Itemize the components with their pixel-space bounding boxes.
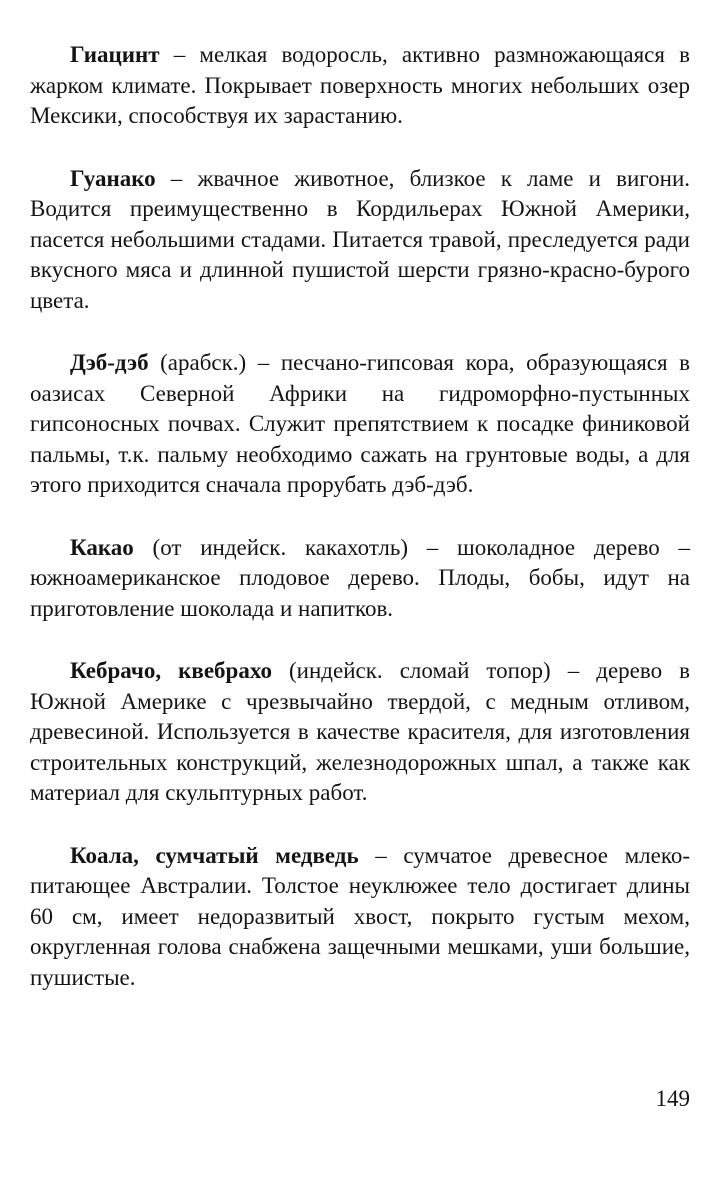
page-number: 149 bbox=[655, 1086, 690, 1111]
entry-term: Гуанако bbox=[70, 165, 156, 191]
page-body bbox=[30, 40, 690, 1025]
entry-term: Какао bbox=[70, 534, 134, 560]
entry-definition: – сумчатое древесное млекопитающее Австралии. Толстое неуклюжее тело достигает длины 60 см, имеет недоразвитый хвост, покрыто густым мехом, округленная голова снабжена защечными мешками, уши большие, пушистые. bbox=[30, 842, 690, 990]
entry-term: Коала, сумчатый медведь bbox=[70, 842, 359, 868]
glossary-entry-guanaco bbox=[30, 164, 690, 317]
glossary-entry-quebracho bbox=[30, 656, 690, 809]
glossary-entry-koala bbox=[30, 841, 690, 994]
entry-term: Дэб-дэб bbox=[70, 350, 149, 375]
entry-definition: – мелкая водоросль, активно размножающаяся в жарком климате. Покрывает поверхность многих небольших озер Мексики, способствуя их зарастанию. bbox=[30, 42, 690, 128]
entry-definition: (от индейск. какахотль) – шоколадное дерево – южноамериканское плодовое дерево. Плоды, бобы, идут на приготовление шоколада и напитков. bbox=[30, 534, 690, 621]
entry-definition: (арабск.) – песчано-гипсовая кора, образующаяся в оазисах Северной Африки на гидроморфно-пустынных гипсоносных почвах. Служит препятствием к посадке финиковой пальмы, т.к. пальму необходимо сажать на грунтовые воды, а для этого приходится сначала прорубать дэб-дэб. bbox=[30, 350, 690, 497]
glossary-entry-deb-deb bbox=[30, 348, 690, 501]
glossary-entry-cacao bbox=[30, 533, 690, 625]
entry-term: Кебрачо, квебрахо bbox=[70, 658, 272, 683]
entry-definition: (индейск. сломай топор) – дерево в Южной Америке с чрезвычайно твердой, с медным отливом, древесиной. Используется в качестве красителя, для изготовления строительных конструкций, железнодорожных шпал, а также как материал для скульптурных работ. bbox=[30, 658, 690, 805]
entry-term: Гиацинт bbox=[70, 42, 160, 67]
entry-definition: – жвачное животное, близкое к ламе и вигони. Водится преимущественно в Кордильерах Южной Америки, пасется небольшими стадами. Питается травой, преследуется ради вкусного мяса и длинной пушистой шерсти грязно-красно-бурого цвета. bbox=[30, 165, 690, 313]
glossary-entry-hyacinth bbox=[30, 40, 690, 132]
